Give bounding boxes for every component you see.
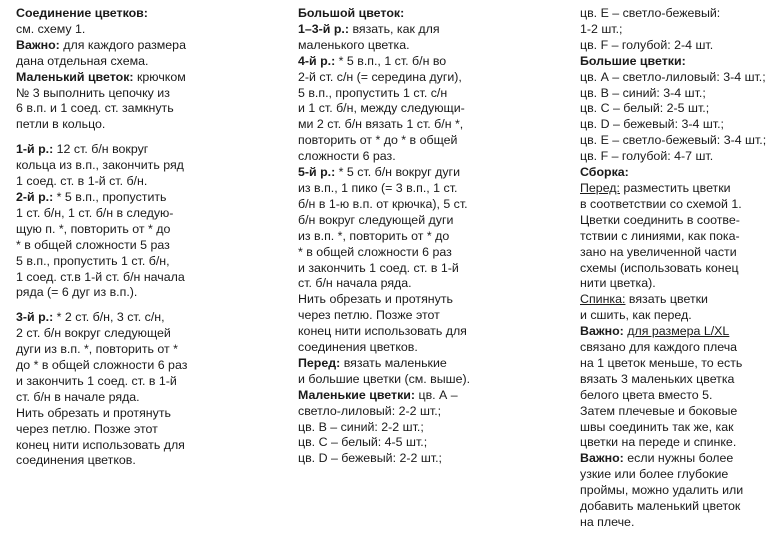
bold-label: Большой цветок: [298, 6, 405, 20]
line-text: маленького цветка. [298, 37, 410, 52]
text-line [580, 356, 780, 372]
text-line [16, 422, 274, 438]
text-line [298, 372, 568, 388]
line-text: соединения цветков. [298, 340, 418, 355]
text-line [298, 420, 568, 436]
line-text: Цветки соединить в соотве- [580, 212, 740, 227]
line-text: цв. А – светло-лиловый: 3-4 шт.; [580, 69, 766, 84]
text-line [298, 22, 568, 38]
text-line [298, 324, 568, 340]
line-text: цв. С – белый: 4-5 шт.; [298, 435, 428, 450]
text-line [580, 6, 780, 22]
underlined-label: Перед: [580, 180, 620, 195]
line-text: кольца из в.п., закончить ряд [16, 158, 184, 173]
text-line [16, 374, 274, 390]
bold-label: Маленькие цветки: [298, 387, 416, 402]
line-text: 2 ст. б/н вокруг следующей [16, 326, 171, 341]
line-text: * в общей сложности 6 раз [298, 244, 452, 259]
line-text: ст. б/н начала ряда. [298, 276, 412, 291]
line-text: вязать маленькие [340, 355, 447, 370]
line-text: сложности 6 раз. [298, 149, 396, 164]
line-text: для каждого размера [59, 37, 186, 52]
text-line [580, 292, 780, 308]
text-line [298, 292, 568, 308]
line-text: цветки на переде и спинке. [580, 435, 737, 450]
text-line [298, 356, 568, 372]
text-line [16, 142, 274, 158]
text-line [580, 149, 780, 165]
bold-label: 1–3-й р.: [298, 21, 349, 36]
text-line [580, 340, 780, 356]
text-line [298, 245, 568, 261]
column-1 [16, 6, 274, 469]
text-line [580, 22, 780, 38]
line-text: на плече. [580, 515, 635, 529]
line-text: вязать 3 маленьких цветка [580, 371, 735, 386]
text-line [16, 22, 274, 38]
text-line [298, 165, 568, 181]
line-text: * 5 в.п., пропустить [53, 189, 167, 204]
bold-label: Важно: [580, 324, 624, 339]
text-line [16, 238, 274, 254]
line-text: б/н вокруг следующей дуги [298, 212, 454, 227]
line-text: схемы (использовать конец [580, 260, 739, 275]
text-line [16, 54, 274, 70]
line-text: тствии с линиями, как пока- [580, 228, 740, 243]
line-text: цв. Е – светло-бежевый: 3-4 шт.; [580, 133, 767, 148]
bold-label: Маленький цветок: [16, 69, 134, 84]
line-text: зано на увеличенной части [580, 244, 737, 259]
line-text: вязать, как для [349, 21, 440, 36]
text-line [16, 326, 274, 342]
line-text: если нужны более [623, 451, 734, 466]
text-line [580, 101, 780, 117]
text-line [16, 342, 274, 358]
text-line [298, 404, 568, 420]
line-text: и закончить 1 соед. ст. в 1-й [16, 373, 177, 388]
text-line [580, 515, 780, 531]
line-text: * 5 в.п., 1 ст. б/н во [335, 53, 447, 68]
line-text: петли в кольцо. [16, 117, 106, 132]
text-line [580, 133, 780, 149]
line-text: связано для каждого плеча [580, 340, 738, 355]
text-line [580, 245, 780, 261]
text-line [580, 388, 780, 404]
text-line [298, 308, 568, 324]
text-line [580, 276, 780, 292]
text-line [298, 435, 568, 451]
text-line [16, 438, 274, 454]
line-text: проймы, можно удалить или [580, 483, 744, 498]
text-line [580, 467, 780, 483]
text-line [580, 261, 780, 277]
line-text: № 3 выполнить цепочку из [16, 85, 170, 100]
underlined-label: для размера L/XL [627, 324, 730, 339]
line-text: ми 2 ст. б/н вязать 1 ст. б/н *, [298, 117, 464, 132]
text-line [580, 308, 780, 324]
text-line [16, 101, 274, 117]
line-text: из в.п., 1 пико (= 3 в.п., 1 ст. [298, 180, 458, 195]
text-line [298, 197, 568, 213]
line-text: цв. А – [415, 387, 458, 402]
text-line [298, 86, 568, 102]
text-line [16, 38, 274, 54]
line-text: 5 в.п., пропустить 1 ст. с/н [298, 85, 448, 100]
bold-label: Соединение цветков: [16, 6, 148, 20]
line-text: 1 ст. б/н, 1 ст. б/н в следую- [16, 205, 174, 220]
bold-label: 2-й р.: [16, 189, 54, 204]
text-line [16, 6, 274, 22]
text-line [16, 206, 274, 222]
bold-label: 4-й р.: [298, 53, 336, 68]
text-line [298, 54, 568, 70]
text-line [16, 254, 274, 270]
line-text: см. схему 1. [16, 21, 86, 36]
text-line [16, 270, 274, 286]
line-text: б/н в 1-ю в.п. от крючка), 5 ст. [298, 196, 468, 211]
text-line [298, 6, 568, 22]
line-text: через петлю. Позже этот [298, 308, 440, 323]
line-text: Нить обрезать и протянуть [16, 405, 171, 420]
text-line [298, 261, 568, 277]
text-line [16, 310, 274, 326]
bold-label: Сборка: [580, 165, 629, 180]
line-text: светло-лиловый: 2-2 шт.; [298, 403, 442, 418]
text-line [580, 213, 780, 229]
text-line [16, 158, 274, 174]
paragraph-gap [16, 133, 274, 142]
line-text: ряда (= 6 дуг из в.п.). [16, 285, 138, 300]
line-text: цв. D – бежевый: 3-4 шт.; [580, 117, 724, 132]
text-line [16, 406, 274, 422]
line-text: через петлю. Позже этот [16, 421, 158, 436]
text-line [580, 86, 780, 102]
line-text: швы соединить так же, как [580, 419, 734, 434]
text-line [580, 70, 780, 86]
text-line [298, 451, 568, 467]
line-text: в соответствии со схемой 1. [580, 196, 742, 211]
line-text: конец нити использовать для [298, 324, 467, 339]
column-3 [580, 6, 780, 531]
text-line [298, 340, 568, 356]
text-line [580, 499, 780, 515]
text-line [580, 435, 780, 451]
line-text: цв. F – голубой: 4-7 шт. [580, 149, 714, 164]
paragraph-gap [16, 301, 274, 310]
text-line [580, 404, 780, 420]
line-text: белого цвета вместо 5. [580, 387, 713, 402]
text-line [16, 70, 274, 86]
text-line [580, 324, 780, 340]
line-text: соединения цветков. [16, 453, 136, 468]
text-line [298, 133, 568, 149]
line-text: 1-2 шт.; [580, 21, 623, 36]
line-text: 12 ст. б/н вокруг [53, 142, 149, 157]
line-text: цв. В – синий: 3-4 шт.; [580, 85, 706, 100]
column-2 [298, 6, 568, 467]
text-line [298, 213, 568, 229]
line-text: дуги из в.п. *, повторить от * [16, 342, 178, 357]
text-line [580, 420, 780, 436]
bold-label: 5-й р.: [298, 165, 336, 180]
line-text: повторить от * до * в общей [298, 133, 458, 148]
line-text: до * в общей сложности 6 раз [16, 358, 188, 373]
line-text: крючком [133, 69, 186, 84]
text-line [16, 358, 274, 374]
line-text: и сшить, как перед. [580, 308, 692, 323]
text-line [298, 229, 568, 245]
text-line [16, 86, 274, 102]
bold-label: 1-й р.: [16, 142, 54, 157]
line-text: цв. В – синий: 2-2 шт.; [298, 419, 424, 434]
line-text: цв. D – бежевый: 2-2 шт.; [298, 451, 442, 466]
text-line [580, 117, 780, 133]
bold-label: 3-й р.: [16, 310, 54, 325]
line-text: * 2 ст. б/н, 3 ст. с/н, [53, 310, 165, 325]
text-line [16, 390, 274, 406]
line-text: цв. F – голубой: 2-4 шт. [580, 37, 714, 52]
text-line [580, 197, 780, 213]
bold-label: Важно: [580, 451, 624, 466]
bold-label: Важно: [16, 37, 60, 52]
line-text: 1 соед. ст.в 1-й ст. б/н начала [16, 269, 185, 284]
text-line [580, 181, 780, 197]
text-line [16, 453, 274, 469]
line-text: конец нити использовать для [16, 437, 185, 452]
line-text: и большие цветки (см. выше). [298, 371, 471, 386]
text-line [580, 451, 780, 467]
line-text: ст. б/н в начале ряда. [16, 389, 140, 404]
text-line [580, 38, 780, 54]
text-line [16, 117, 274, 133]
line-text: Затем плечевые и боковые [580, 403, 738, 418]
line-text: * в общей сложности 5 раз [16, 237, 170, 252]
text-line [298, 276, 568, 292]
text-line [298, 101, 568, 117]
text-line [298, 117, 568, 133]
line-text: * 5 ст. б/н вокруг дуги [335, 165, 460, 180]
text-line [16, 222, 274, 238]
text-line [16, 174, 274, 190]
text-line [16, 190, 274, 206]
text-line [298, 181, 568, 197]
bold-label: Перед: [298, 355, 341, 370]
line-text: и закончить 1 соед. ст. в 1-й [298, 260, 459, 275]
line-text: 1 соед. ст. в 1-й ст. б/н. [16, 174, 148, 189]
line-text: 2-й ст. с/н (= середина дуги), [298, 69, 462, 84]
text-line [298, 70, 568, 86]
line-text: узкие или более глубокие [580, 467, 729, 482]
line-text: цв. С – белый: 2-5 шт.; [580, 101, 710, 116]
line-text: нити цветка). [580, 276, 656, 291]
text-line [580, 165, 780, 181]
line-text: щую п. *, повторить от * до [16, 221, 171, 236]
line-text: из в.п. *, повторить от * до [298, 228, 450, 243]
line-text: 5 в.п., пропустить 1 ст. б/н, [16, 253, 170, 268]
text-line [298, 149, 568, 165]
text-line [298, 388, 568, 404]
line-text: и 1 ст. б/н, между следующи- [298, 101, 465, 116]
line-text: Нить обрезать и протянуть [298, 292, 453, 307]
text-line [580, 483, 780, 499]
text-line [298, 38, 568, 54]
text-line [16, 285, 274, 301]
text-line [580, 229, 780, 245]
line-text: дана отдельная схема. [16, 53, 149, 68]
bold-label: Большие цветки: [580, 53, 686, 68]
line-text: 6 в.п. и 1 соед. ст. замкнуть [16, 101, 174, 116]
line-text: на 1 цветок меньше, то есть [580, 355, 743, 370]
line-text: добавить маленький цветок [580, 499, 741, 514]
text-line [580, 54, 780, 70]
line-text: вязать цветки [625, 292, 708, 307]
line-text: разместить цветки [619, 180, 731, 195]
underlined-label: Спинка: [580, 292, 626, 307]
text-line [580, 372, 780, 388]
line-text: цв. Е – светло-бежевый: [580, 6, 721, 20]
